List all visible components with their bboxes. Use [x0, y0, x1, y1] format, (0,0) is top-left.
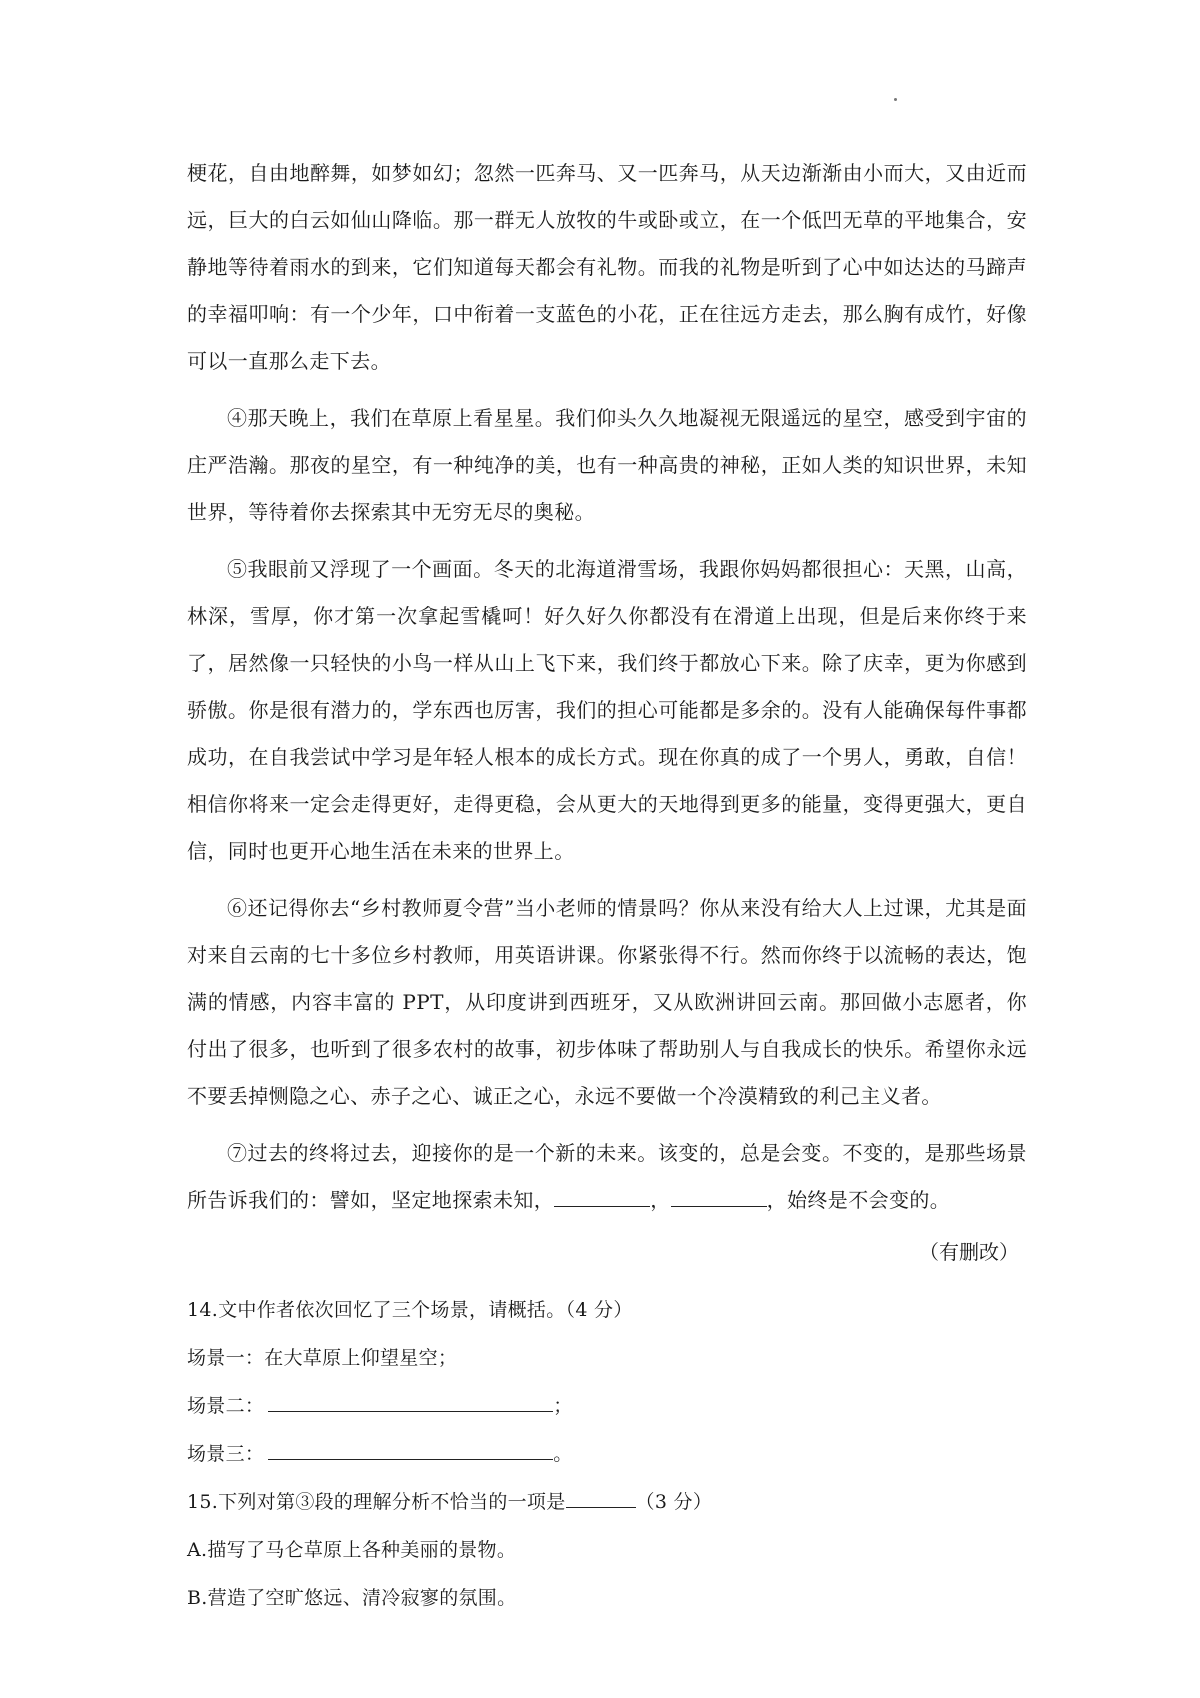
paragraph-6: ⑥还记得你去“乡村教师夏令营”当小老师的情景吗？你从来没有给大人上过课，尤其是面对来自云南的七十多位乡村教师，用英语讲课。你紧张得不行。然而你终于以流畅的表达，饱满的情感，内容丰富的 PPT，从印度讲到西班牙，又从欧洲讲回云南。那回做小志愿者，你付出了很多，也听到了很多农村的故事，初步体味了帮助别人与自我成长的快乐。希望你永远不要丢掉恻隐之心、赤子之心、诚正之心，永远不要做一个冷漠精致的利己主义者。: [187, 896, 1027, 1108]
fill-blank-1[interactable]: [554, 1184, 650, 1207]
option-a: A.描写了马仑草原上各种美丽的景物。: [187, 1539, 517, 1561]
question-14-title: 14.文中作者依次回忆了三个场景，请概括。（4 分）: [187, 1299, 633, 1321]
paragraph-5: ⑤我眼前又浮现了一个画面。冬天的北海道滑雪场，我跟你妈妈都很担心：天黑，山高，林深，雪厚，你才第一次拿起雪橇呵！好久好久你都没有在滑道上出现，但是后来你终于来了，居然像一只轻快的小鸟一样从山上飞下来，我们终于都放心下来。除了庆幸，更为你感到骄傲。你是很有潜力的，学东西也厉害，我们的担心可能都是多余的。没有人能确保每件事都成功，在自我尝试中学习是年轻人根本的成长方式。现在你真的成了一个男人，勇敢，自信！相信你将来一定会走得更好，走得更稳，会从更大的天地得到更多的能量，变得更强大，更自信，同时也更开心地生活在未来的世界上。: [187, 557, 1027, 863]
scene-3-label: 场景三：: [187, 1443, 265, 1465]
question-14: [187, 1286, 1027, 1478]
question-15-title: [187, 1478, 1027, 1526]
scene-2-line: [187, 1382, 1027, 1430]
option-b: B.营造了空旷悠远、清冷寂寥的氛围。: [187, 1587, 517, 1609]
paragraph-7: [187, 1130, 1027, 1224]
scene-3-answer-blank[interactable]: [268, 1439, 553, 1460]
scene-3-line: [187, 1430, 1027, 1478]
paragraph-7-text-b: ，始终是不会变的。: [766, 1188, 951, 1212]
fill-blank-2[interactable]: [671, 1184, 767, 1207]
paragraph-7-text-a: ⑦过去的终将过去，迎接你的是一个新的未来。该变的，总是会变。不变的，是那些场景所告诉我们的：譬如，坚定地探索未知，: [187, 1141, 1027, 1212]
source-note: （有删改）: [919, 1240, 1019, 1264]
scene-3-end: 。: [553, 1443, 573, 1465]
scene-2-label: 场景二：: [187, 1395, 265, 1417]
scene-2-end: ；: [553, 1395, 573, 1417]
question-15-answer-blank[interactable]: [566, 1487, 636, 1508]
paragraph-3-continued: 梗花，自由地醉舞，如梦如幻；忽然一匹奔马、又一匹奔马，从天边渐渐由小而大，又由近而远，巨大的白云如仙山降临。那一群无人放牧的牛或卧或立，在一个低凹无草的平地集合，安静地等待着雨水的到来，它们知道每天都会有礼物。而我的礼物是听到了心中如达达的马蹄声的幸福叩响：有一个少年，口中衔着一支蓝色的小花，正在往远方走去，那么胸有成竹，好像可以一直那么走下去。: [187, 161, 1027, 373]
question-15: [187, 1478, 1027, 1622]
question-15-title-text: 15.下列对第③段的理解分析不恰当的一项是: [187, 1491, 566, 1513]
scene-2-answer-blank[interactable]: [268, 1391, 553, 1412]
paragraph-4: ④那天晚上，我们在草原上看星星。我们仰头久久地凝视无限遥远的星空，感受到宇宙的庄严浩瀚。那夜的星空，有一种纯净的美，也有一种高贵的神秘，正如人类的知识世界，未知世界，等待着你去探索其中无穷无尽的奥秘。: [187, 406, 1027, 524]
reading-passage: [187, 150, 1027, 1622]
paragraph-7-separator: ，: [650, 1188, 671, 1212]
scan-dot: [894, 98, 897, 101]
scene-1-line: 场景一：在大草原上仰望星空；: [187, 1347, 458, 1369]
question-15-score: （3 分）: [635, 1491, 713, 1513]
